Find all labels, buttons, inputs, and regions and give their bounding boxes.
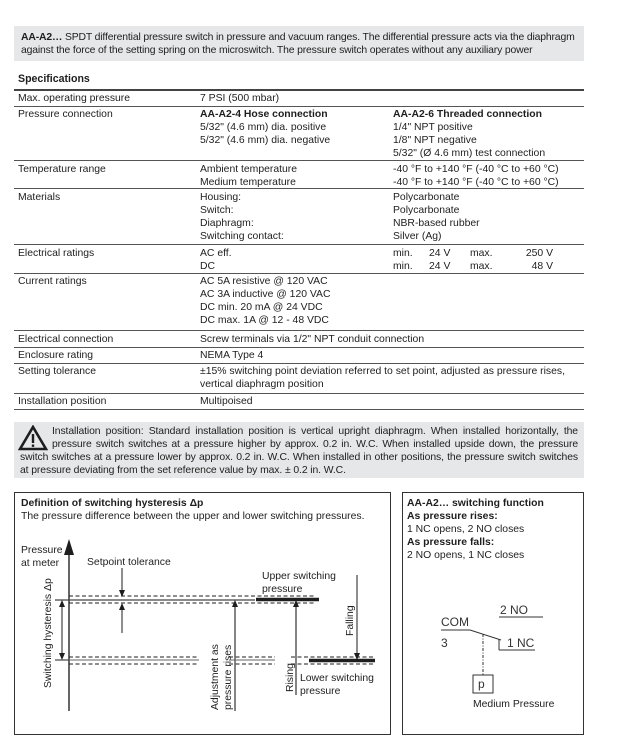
upper-switching-label: Upper switching bbox=[262, 571, 336, 582]
nc-contact-label: 1 NC bbox=[507, 636, 535, 650]
divider bbox=[14, 330, 584, 331]
hysteresis-subtitle: The pressure difference between the upper and lower switching pressures. bbox=[21, 511, 365, 522]
spec-value: NEMA Type 4 bbox=[200, 350, 264, 361]
spec-label: Temperature range bbox=[18, 164, 106, 175]
material-name: Diaphragm: bbox=[200, 218, 254, 229]
falling-label: Falling bbox=[345, 605, 356, 636]
spec-label: Max. operating pressure bbox=[18, 93, 131, 104]
temperature-name: Medium temperature bbox=[200, 177, 296, 188]
spec-label: Materials bbox=[18, 192, 61, 203]
max-value: 250 V bbox=[525, 248, 553, 259]
temperature-value: -40 °F to +140 °F (-40 °C to +60 °C) bbox=[393, 164, 559, 175]
axis-arrow-icon bbox=[64, 539, 74, 555]
com-label: COM bbox=[441, 615, 469, 629]
divider bbox=[14, 244, 584, 245]
adjustment-label: pressure rises bbox=[223, 644, 234, 710]
divider bbox=[14, 160, 584, 161]
spec-label: Electrical ratings bbox=[18, 248, 95, 259]
threaded-connection bbox=[393, 108, 545, 160]
rating-values bbox=[393, 247, 553, 273]
current-rating-line: AC 3A inductive @ 120 VAC bbox=[200, 289, 331, 300]
material-name: Switching contact: bbox=[200, 231, 284, 242]
y-axis-label: Pressure bbox=[21, 545, 63, 556]
lower-switching-label: Lower switching bbox=[300, 673, 374, 684]
rating-line bbox=[393, 247, 553, 260]
divider bbox=[14, 347, 584, 348]
material-value: NBR-based rubber bbox=[393, 218, 480, 229]
threaded-line: 1/8" NPT negative bbox=[393, 135, 477, 146]
hose-line: 5/32" (4.6 mm) dia. positive bbox=[200, 122, 327, 133]
warning-triangle-icon bbox=[18, 425, 48, 451]
min-value: 24 V bbox=[429, 248, 451, 259]
spec-label: Enclosure rating bbox=[18, 350, 94, 361]
installation-warning bbox=[14, 422, 584, 478]
divider bbox=[14, 89, 584, 91]
rating-name: AC eff. bbox=[200, 248, 232, 259]
threaded-title: AA-A2-6 Threaded connection bbox=[393, 109, 542, 120]
rating-line bbox=[393, 260, 553, 273]
min-value: 24 V bbox=[429, 261, 451, 272]
model-name: AA-A2… bbox=[21, 32, 63, 43]
falls-title: As pressure falls: bbox=[407, 537, 495, 548]
max-value: 48 V bbox=[531, 261, 553, 272]
pressure-symbol: p bbox=[478, 677, 485, 691]
divider bbox=[14, 188, 584, 189]
spec-label: Setting tolerance bbox=[18, 366, 96, 377]
specifications-heading: Specifications bbox=[18, 73, 90, 85]
rating-names bbox=[200, 247, 232, 273]
material-value: Polycarbonate bbox=[393, 205, 460, 216]
switching-function-panel bbox=[402, 492, 584, 735]
temperature-values bbox=[393, 163, 559, 189]
spec-label: Current ratings bbox=[18, 276, 87, 287]
divider bbox=[14, 393, 584, 394]
material-name: Housing: bbox=[200, 192, 242, 203]
threaded-line: 1/4" NPT positive bbox=[393, 122, 473, 133]
switch-schematic bbox=[403, 493, 585, 736]
spec-label: Installation position bbox=[18, 396, 107, 407]
spec-value: Screw terminals via 1/2" NPT conduit connection bbox=[200, 334, 425, 345]
divider bbox=[14, 273, 584, 274]
current-rating-line: DC min. 20 mA @ 24 VDC bbox=[200, 302, 323, 313]
max-label: max. bbox=[470, 261, 493, 272]
current-rating-line: DC max. 1A @ 12 - 48 VDC bbox=[200, 315, 329, 326]
temperature-name: Ambient temperature bbox=[200, 164, 298, 175]
hysteresis-title: Definition of switching hysteresis Δp bbox=[21, 498, 204, 509]
spec-label: Pressure connection bbox=[18, 109, 113, 120]
min-label: min. bbox=[393, 261, 413, 272]
material-names bbox=[200, 191, 284, 243]
rises-text: 1 NC opens, 2 NO closes bbox=[407, 524, 525, 535]
setpoint-tolerance-label: Setpoint tolerance bbox=[87, 557, 171, 568]
current-rating-line: AC 5A resistive @ 120 VAC bbox=[200, 276, 328, 287]
warning-text: Installation position: Standard installation position is vertical upright diaphragm. When installed horizontally, the pressure switch switches at a pressure higher by approx. 0.2 in. W.C. When installed upside down, the pressure switch switches at a pressure lower by approx. 0.2 in. W.C. When installed in other positions, the pressure switch switches at pressure deviating from the set reference value by max. ± 0.2 in. W.C. bbox=[20, 426, 578, 476]
hysteresis-graphic bbox=[15, 493, 392, 736]
divider bbox=[14, 363, 584, 364]
min-label: min. bbox=[393, 248, 413, 259]
material-value: Polycarbonate bbox=[393, 192, 460, 203]
rising-label: Rising bbox=[285, 663, 296, 692]
temperature-value: -40 °F to +140 °F (-40 °C to +60 °C) bbox=[393, 177, 559, 188]
hysteresis-diagram bbox=[14, 492, 391, 735]
divider bbox=[14, 106, 584, 107]
hose-line: 5/32" (4.6 mm) dia. negative bbox=[200, 135, 331, 146]
falls-text: 2 NO opens, 1 NC closes bbox=[407, 550, 525, 561]
max-label: max. bbox=[470, 248, 493, 259]
no-contact-label: 2 NO bbox=[500, 603, 529, 617]
material-name: Switch: bbox=[200, 205, 234, 216]
spec-label: Electrical connection bbox=[18, 334, 114, 345]
switching-function-title: AA-A2… switching function bbox=[407, 498, 544, 509]
threaded-line: 5/32" (Ø 4.6 mm) test connection bbox=[393, 148, 546, 159]
lower-switching-label: pressure bbox=[300, 686, 341, 697]
upper-switching-label: pressure bbox=[262, 584, 303, 595]
spec-value: ±15% switching point deviation referred to set point, adjusted as pressure rises, vertical diaphragm position bbox=[200, 366, 565, 390]
intro-text: SPDT differential pressure switch in pressure and vacuum ranges. The differential pressure acts via the diaphragm against the force of the setting spring on the microswitch. The pressure switch operates without any auxiliary power bbox=[21, 32, 575, 56]
intro-description bbox=[14, 26, 584, 61]
com-number: 3 bbox=[441, 636, 448, 650]
spec-value: 7 PSI (500 mbar) bbox=[200, 93, 280, 104]
hose-connection bbox=[200, 108, 330, 147]
rises-title: As pressure rises: bbox=[407, 511, 498, 522]
adjustment-label: Adjustment as bbox=[210, 644, 221, 710]
rating-name: DC bbox=[200, 261, 216, 272]
spec-value: Multipoised bbox=[200, 396, 253, 407]
material-value: Silver (Ag) bbox=[393, 231, 442, 242]
material-values bbox=[393, 191, 480, 243]
hysteresis-label: Switching hysteresis Δp bbox=[43, 578, 54, 688]
y-axis-label: at meter bbox=[21, 558, 60, 569]
divider bbox=[14, 409, 584, 410]
hose-title: AA-A2-4 Hose connection bbox=[200, 109, 328, 120]
temperature-names bbox=[200, 163, 297, 189]
current-rating-lines bbox=[200, 275, 331, 327]
medium-pressure-label: Medium Pressure bbox=[473, 699, 555, 710]
